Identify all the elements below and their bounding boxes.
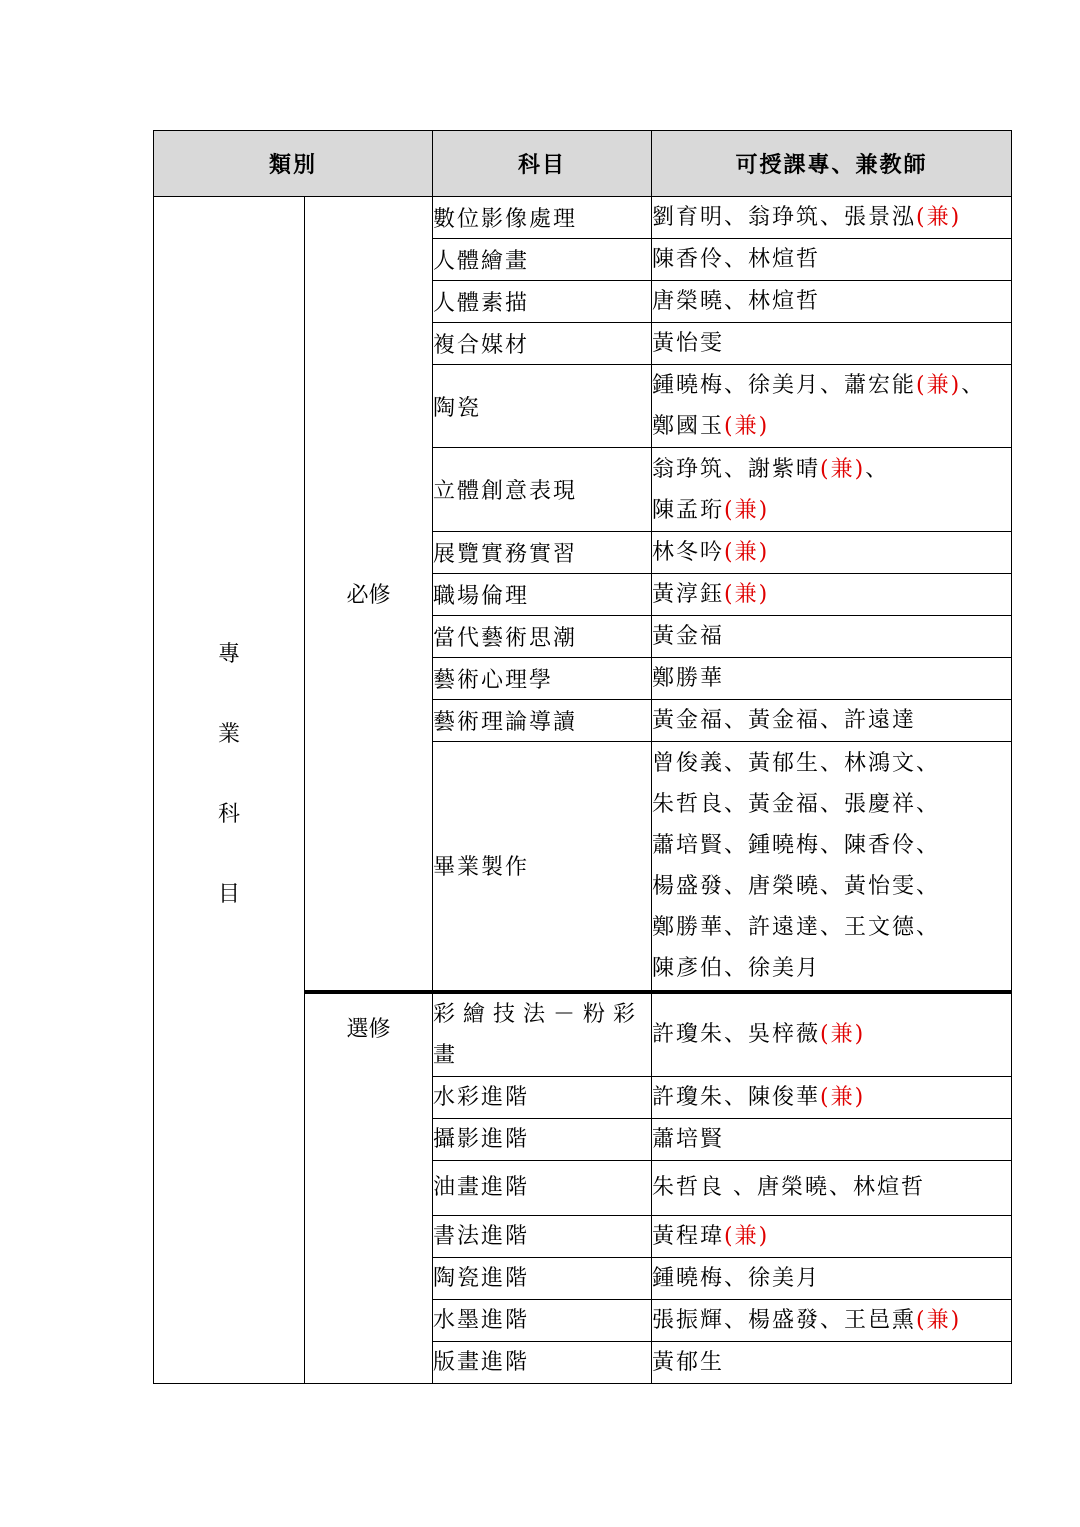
- teacher-line: [652, 784, 1011, 825]
- teacher-names: 黃郁生: [652, 1349, 725, 1375]
- teachers-cell: [652, 1076, 1012, 1118]
- adjunct-mark: (兼): [820, 1084, 866, 1110]
- teacher-names: 、: [865, 456, 890, 482]
- adjunct-mark: (兼): [724, 414, 770, 439]
- teacher-names: 黃金福: [652, 624, 725, 649]
- subject-line: 版畫進階: [433, 1349, 530, 1375]
- adjunct-mark: (兼): [916, 205, 962, 230]
- subject-cell: 人體素描: [433, 281, 652, 323]
- table-row: [154, 197, 1012, 239]
- teacher-names: 朱哲良、黃金福、張慶祥、: [652, 791, 941, 817]
- subject-cell: 職場倫理: [433, 574, 652, 616]
- teacher-names: 張振輝、楊盛發、王邑熏: [652, 1307, 917, 1333]
- category-char: 科: [217, 801, 240, 827]
- subject-line: 水彩進階: [433, 1084, 530, 1110]
- subject-cell: 當代藝術思潮: [433, 616, 652, 658]
- teacher-line: [652, 1258, 1011, 1299]
- teacher-line: [652, 948, 1011, 989]
- category-vertical-text: [154, 615, 304, 935]
- teacher-names: 陳彥伯、徐美月: [652, 955, 821, 981]
- subject-line: 彩繪技法－粉彩: [433, 1001, 644, 1027]
- group-elective-label: 選修: [346, 1016, 391, 1042]
- adjunct-mark: (兼): [724, 540, 770, 565]
- subject-line: 陶瓷進階: [433, 1265, 530, 1291]
- teacher-names: 劉育明、翁琤筑、張景泓: [652, 205, 917, 230]
- teachers-cell: [652, 616, 1012, 658]
- category-char: 業: [217, 721, 240, 747]
- teacher-names: 蕭培賢、鍾曉梅、陳香伶、: [652, 832, 941, 858]
- subject-cell: [433, 1076, 652, 1118]
- teacher-line: [652, 1119, 1011, 1160]
- teacher-line: [652, 1216, 1011, 1257]
- teacher-line: [652, 449, 1011, 490]
- header-category: 類別: [154, 131, 433, 197]
- header-teachers: 可授課專、兼教師: [652, 131, 1012, 197]
- teacher-line: [652, 574, 1011, 615]
- teachers-cell: [652, 532, 1012, 574]
- teacher-names: 翁琤筑、謝紫晴: [652, 456, 821, 482]
- teachers-cell: [652, 1257, 1012, 1299]
- teachers-cell: [652, 658, 1012, 700]
- teacher-names: 黃淳鈺: [652, 582, 725, 607]
- adjunct-mark: (兼): [724, 582, 770, 607]
- teachers-cell: [652, 365, 1012, 448]
- teacher-line: [652, 907, 1011, 948]
- group-required: 必修: [305, 197, 433, 992]
- teacher-names: 鄭勝華: [652, 666, 725, 691]
- teacher-line: [652, 616, 1011, 657]
- teacher-line: [652, 532, 1011, 573]
- teacher-names: 鄭勝華、許遠達、王文德、: [652, 914, 941, 940]
- subject-cell: [433, 1341, 652, 1383]
- teachers-cell: [652, 1341, 1012, 1383]
- subject-cell: 陶瓷: [433, 365, 652, 448]
- teacher-names: 黃怡雯: [652, 331, 725, 356]
- subject-cell: 立體創意表現: [433, 448, 652, 532]
- teacher-names: 鄭國玉: [652, 414, 725, 439]
- subject-cell: [433, 1118, 652, 1160]
- subject-cell: [433, 1215, 652, 1257]
- teacher-names: 林冬吟: [652, 540, 725, 565]
- adjunct-mark: (兼): [724, 497, 770, 523]
- category-char: 專: [217, 641, 240, 667]
- teacher-names: 、: [961, 373, 986, 398]
- subject-line: 書法進階: [433, 1223, 530, 1249]
- subject-cell: [433, 992, 652, 1077]
- teacher-line: [652, 1300, 1011, 1341]
- teacher-names: 曾俊義、黃郁生、林鴻文、: [652, 750, 941, 776]
- teachers-cell: [652, 992, 1012, 1077]
- adjunct-mark: (兼): [916, 373, 962, 398]
- subject-cell: [433, 1160, 652, 1215]
- subject-line: 攝影進階: [433, 1126, 530, 1152]
- teacher-names: 陳孟珩: [652, 497, 725, 523]
- subject-cell: [433, 1257, 652, 1299]
- teacher-names: 黃金福、黃金福、許遠達: [652, 708, 917, 733]
- teacher-line: [652, 1014, 1011, 1055]
- teacher-line: [652, 1077, 1011, 1118]
- subject-line: 油畫進階: [433, 1175, 530, 1200]
- subject-cell: 展覽實務實習: [433, 532, 652, 574]
- teacher-line: [652, 365, 1011, 406]
- teacher-line: [652, 700, 1011, 741]
- teacher-names: 許瓊朱、陳俊華: [652, 1084, 821, 1110]
- teacher-line: [652, 323, 1011, 364]
- subject-cell: 複合媒材: [433, 323, 652, 365]
- teacher-names: 楊盛發、唐榮曉、黃怡雯、: [652, 873, 941, 899]
- teacher-line: [652, 743, 1011, 784]
- teacher-line: [652, 1342, 1011, 1383]
- teacher-names: 許瓊朱、吳梓薇: [652, 1022, 821, 1047]
- teachers-cell: [652, 574, 1012, 616]
- subject-cell: 人體繪畫: [433, 239, 652, 281]
- teacher-line: [652, 197, 1011, 238]
- teacher-names: 陳香伶、林煊哲: [652, 247, 821, 272]
- teacher-line: [652, 239, 1011, 280]
- teacher-names: 鍾曉梅、徐美月、蕭宏能: [652, 373, 917, 398]
- teachers-cell: [652, 1160, 1012, 1215]
- teacher-line: [652, 406, 1011, 447]
- adjunct-mark: (兼): [820, 1022, 866, 1047]
- course-teacher-table: [153, 130, 1012, 1384]
- teacher-line: [652, 866, 1011, 907]
- adjunct-mark: (兼): [916, 1307, 962, 1333]
- teacher-line: [652, 658, 1011, 699]
- subject-line: 水墨進階: [433, 1307, 530, 1333]
- subject-cell: [433, 1299, 652, 1341]
- teachers-cell: [652, 197, 1012, 239]
- teacher-names: 黃程瑋: [652, 1223, 725, 1249]
- teacher-line: [652, 490, 1011, 531]
- subject-cell: 藝術理論導讀: [433, 700, 652, 742]
- subject-line: 畫: [433, 1042, 464, 1068]
- teachers-cell: [652, 742, 1012, 992]
- teachers-cell: [652, 1118, 1012, 1160]
- teacher-names: 朱哲良 、唐榮曉、林煊哲: [652, 1175, 926, 1200]
- category-cell: [154, 197, 305, 1384]
- teacher-names: 蕭培賢: [652, 1126, 725, 1152]
- adjunct-mark: (兼): [724, 1223, 770, 1249]
- teacher-line: [652, 281, 1011, 322]
- teacher-line: [652, 1167, 1011, 1208]
- teachers-cell: [652, 239, 1012, 281]
- header-row: [154, 131, 1012, 197]
- teachers-cell: [652, 323, 1012, 365]
- subject-cell: 藝術心理學: [433, 658, 652, 700]
- subject-cell: 畢業製作: [433, 742, 652, 992]
- teacher-names: 唐榮曉、林煊哲: [652, 289, 821, 314]
- teachers-cell: [652, 281, 1012, 323]
- subject-cell: 數位影像處理: [433, 197, 652, 239]
- teachers-cell: [652, 448, 1012, 532]
- header-subject: 科目: [433, 131, 652, 197]
- teachers-cell: [652, 700, 1012, 742]
- teacher-line: [652, 825, 1011, 866]
- teachers-cell: [652, 1215, 1012, 1257]
- table-body: [154, 197, 1012, 1384]
- adjunct-mark: (兼): [820, 456, 866, 482]
- teachers-cell: [652, 1299, 1012, 1341]
- teacher-names: 鍾曉梅、徐美月: [652, 1265, 821, 1291]
- group-elective: [305, 992, 433, 1384]
- category-char: 目: [217, 881, 240, 907]
